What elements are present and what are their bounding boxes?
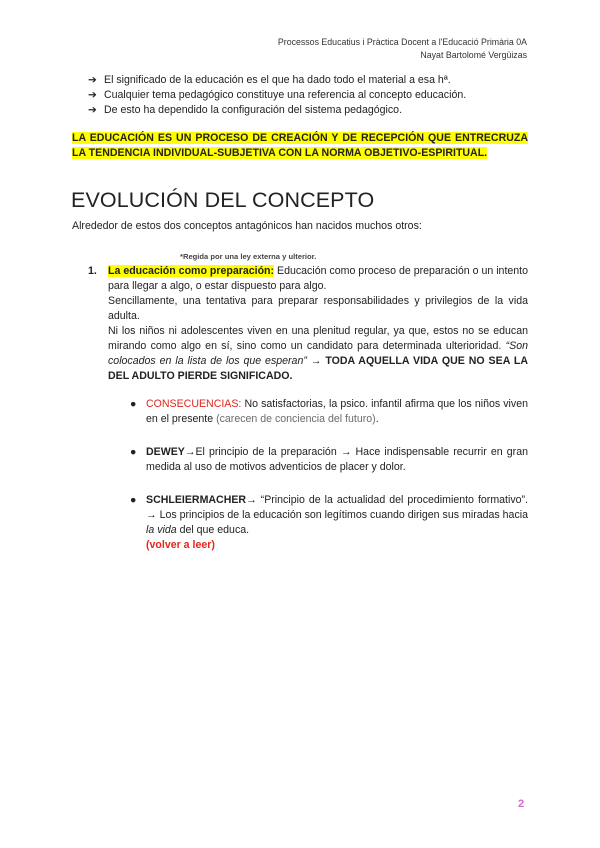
- highlighted-statement-text: LA EDUCACIÓN ES UN PROCESO DE CREACIÓN Y DE RECEPCIÓN QUE ENTRECRUZA LA TENDENCIA INDIVIDUAL-SUBJETIVA CON LA NORMA OBJETIVO-ESPIRITUAL.: [72, 132, 528, 159]
- list-item: [130, 493, 528, 553]
- item-number: 1.: [88, 265, 97, 277]
- item-text: Ni los niños ni adolescentes viven en una plenitud regular, ya que, estos no se educan mirando como algo en sí, sino como un candidato para determinada ulterioridad.: [108, 325, 528, 352]
- header-course: Processos Educatius i Pràctica Docent a l'Educació Primària 0A: [277, 37, 527, 47]
- item-quote: “Son colocados en la lista de los que esperan”: [108, 340, 528, 367]
- bullet-end: del que educa.: [176, 524, 250, 536]
- reread-note: (volver a leer): [146, 539, 215, 551]
- list-item: [130, 397, 528, 427]
- schleiermacher-label: SCHLEIERMACHER: [146, 494, 247, 506]
- highlighted-statement: [72, 131, 528, 161]
- arrow-icon: ➔: [88, 74, 97, 86]
- item-arrow: →: [306, 355, 326, 367]
- consequences-label: CONSECUENCIAS:: [146, 398, 242, 410]
- dewey-label: DEWEY: [146, 446, 185, 458]
- section-title: EVOLUCIÓN DEL CONCEPTO: [71, 188, 375, 212]
- list-item: [88, 88, 466, 103]
- header-author: Nayat Bartolomé Vergüizas: [420, 50, 527, 60]
- bullet-icon: ●: [130, 494, 137, 506]
- margin-note: *Regida por una ley externa y ulterior.: [180, 252, 317, 261]
- arrow-item-text: El significado de la educación es el que ha dado todo el material a esa hª.: [104, 74, 451, 86]
- bullet-icon: ●: [130, 446, 137, 458]
- arrow-icon: ➔: [88, 104, 97, 116]
- intro-paragraph: Alrededor de estos dos conceptos antagónicos han nacidos muchos otros:: [72, 220, 422, 232]
- list-item: [88, 103, 466, 118]
- arrow-list: [88, 73, 466, 118]
- list-item: [130, 445, 528, 475]
- arrow-icon: ➔: [88, 89, 97, 101]
- bullet-text: No satisfactorias, la psico. infantil afirma que los niños viven en el presente: [146, 398, 528, 425]
- item-emphasis: TODA AQUELLA VIDA QUE NO SEA LA DEL ADULTO PIERDE SIGNIFICADO.: [108, 355, 528, 382]
- item-paragraph-3: [108, 324, 528, 384]
- bullet-aside: (carecen de conciencia del futuro): [216, 413, 376, 425]
- page-number: 2: [518, 798, 525, 810]
- bullet-icon: ●: [130, 398, 137, 410]
- item-title: La educación como preparación:: [108, 265, 275, 277]
- bullet-italic: la vida: [146, 524, 177, 536]
- bullet-end: .: [375, 413, 379, 425]
- item-paragraph-1: [108, 264, 528, 294]
- numbered-item: [88, 264, 528, 384]
- item-paragraph-2: Sencillamente, una tentativa para preparar responsabilidades y privilegios de la vida adulta.: [108, 295, 528, 322]
- arrow-item-text: De esto ha dependido la configuración del sistema pedagógico.: [104, 104, 403, 116]
- item-text: Educación como proceso de preparación o un intento para llegar a algo, o estar dispuesto para algo.: [108, 265, 529, 292]
- bullet-text: → “Principio de la actualidad del procedimiento formativo”. → Los principios de la educación son legítimos cuando dirigen sus miradas hacia: [146, 494, 528, 521]
- bullet-text: →El principio de la preparación → Hace indispensable recurrir en gran medida al uso de motivos adventicios de placer y dolor.: [146, 446, 528, 473]
- arrow-item-text: Cualquier tema pedagógico constituye una referencia al concepto educación.: [104, 89, 467, 101]
- list-item: [88, 73, 466, 88]
- page-header: [278, 36, 527, 62]
- bullet-list: [130, 397, 528, 571]
